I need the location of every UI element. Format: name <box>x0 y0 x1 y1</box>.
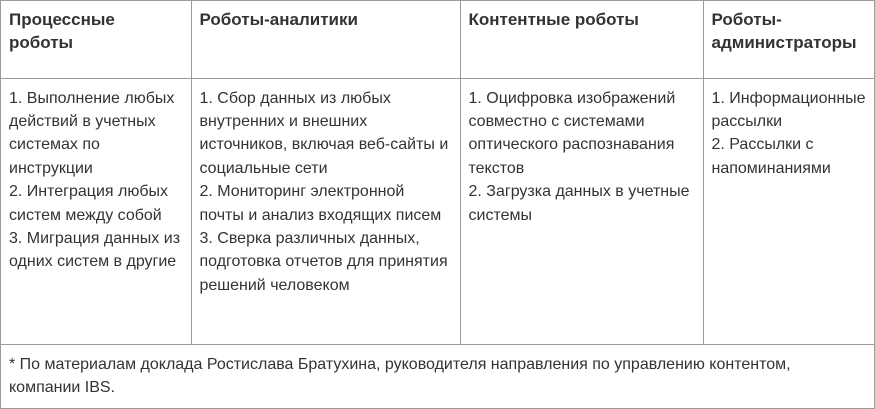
list-item: 1. Сбор данных из любых внутренних и внешних источников, включая веб-сайты и социальные сети <box>199 89 449 177</box>
list-item: 2. Интеграция любых систем между собой <box>9 183 169 224</box>
list-item: 1. Информационные рассылки <box>711 89 866 130</box>
robots-table <box>1 1 874 406</box>
cell-analyst-robots <box>191 78 460 344</box>
list-item: 3. Сверка различных данных, подготовка отчетов для принятия решений человеком <box>199 229 448 294</box>
cell-content-robots <box>460 78 703 344</box>
cell-admin-robots <box>703 78 874 344</box>
header-admin-robots: Роботы-администраторы <box>703 1 874 78</box>
list-item: 1. Выполнение любых действий в учетных системах по инструкции <box>9 89 175 177</box>
table-header-row <box>1 1 874 78</box>
list-item: 2. Рассылки с напоминаниями <box>711 136 831 177</box>
footnote: * По материалам доклада Ростислава Братухина, руководителя направления по управлению контентом, компании IBS. <box>1 344 874 406</box>
header-analyst-robots: Роботы-аналитики <box>191 1 460 78</box>
list-item: 1. Оцифровка изображений совместно с системами оптического распознавания текстов <box>468 89 676 177</box>
list-item: 3. Миграция данных из одних систем в другие <box>9 229 181 271</box>
header-content-robots: Контентные роботы <box>460 1 703 78</box>
table-footnote-row <box>1 344 874 406</box>
list-item: 2. Мониторинг электронной почты и анализ входящих писем <box>199 183 442 224</box>
header-process-robots: Процессные роботы <box>1 1 191 78</box>
cell-process-robots <box>1 78 191 344</box>
table-body-row <box>1 78 874 344</box>
list-item: 2. Загрузка данных в учетные системы <box>468 183 690 224</box>
